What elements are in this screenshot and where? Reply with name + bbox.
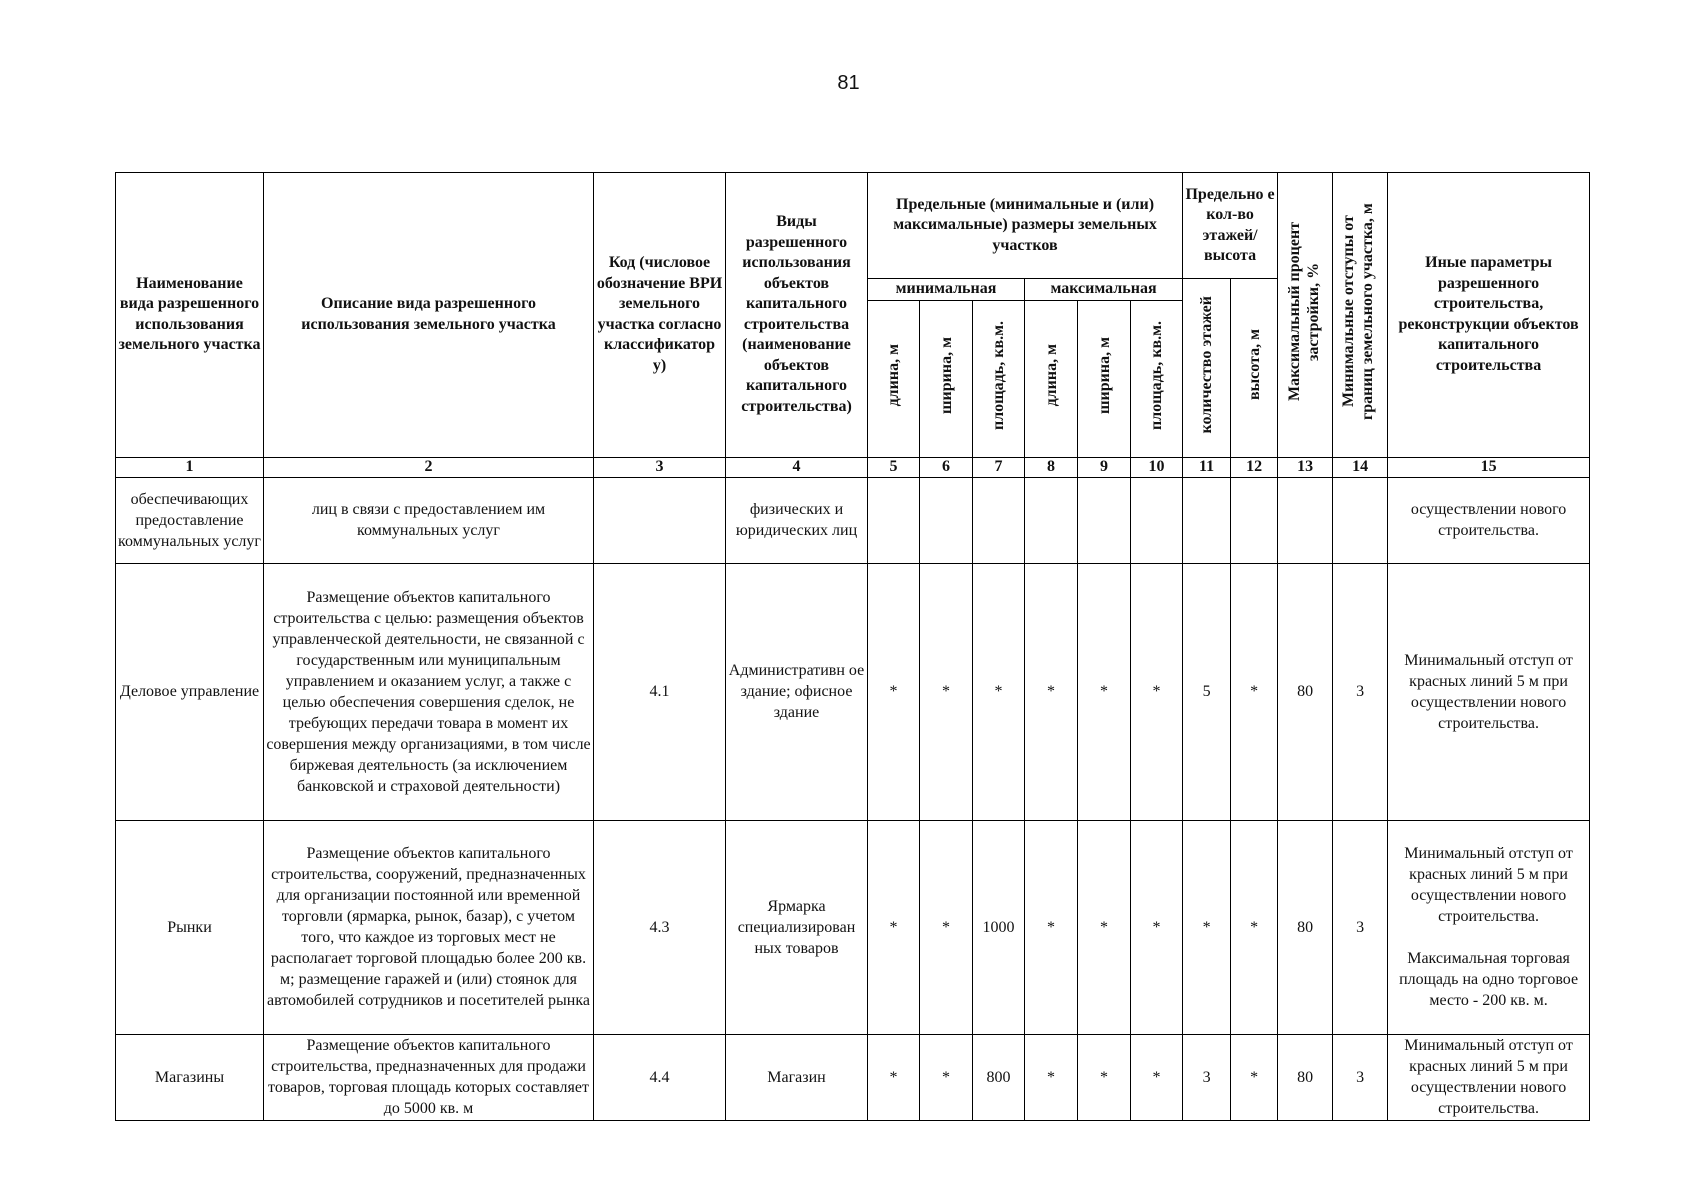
column-number: 11 <box>1183 457 1231 477</box>
row-min-area: 1000 <box>973 820 1025 1034</box>
header-maximal: максимальная <box>1025 279 1183 301</box>
header-max-area: площадь, кв.м. <box>1131 300 1183 457</box>
row-max-area: * <box>1131 1034 1183 1120</box>
column-number: 10 <box>1131 457 1183 477</box>
header-description: Описание вида разрешенного использования земельного участка <box>264 173 594 458</box>
row-min-width: * <box>920 1034 973 1120</box>
table-row <box>116 477 1590 563</box>
header-min-length: длина, м <box>868 300 920 457</box>
row-max-percent: 80 <box>1278 563 1333 820</box>
row-other: осуществлении нового строительства. <box>1388 477 1590 563</box>
column-number-row <box>116 457 1590 477</box>
row-objects: Магазин <box>726 1034 868 1120</box>
row-max-width: * <box>1078 820 1131 1034</box>
header-max-length: длина, м <box>1025 300 1078 457</box>
row-description: Размещение объектов капитального строительства с целью: размещения объектов управленческой деятельности, не связанной с государственным или муниципальным управлением и оказанием услуг, а также с целью обеспечения совершения сделок, не требующих передачи товара в момент их совершения между организациями, в том числе биржевая деятельность (за исключением банковской и страховой деятельности) <box>264 563 594 820</box>
row-code: 4.1 <box>594 563 726 820</box>
row-min-area <box>973 477 1025 563</box>
row-max-percent: 80 <box>1278 820 1333 1034</box>
row-max-length: * <box>1025 820 1078 1034</box>
row-floors: 3 <box>1183 1034 1231 1120</box>
row-name: обеспечивающих предоставление коммунальных услуг <box>116 477 264 563</box>
row-max-percent: 80 <box>1278 1034 1333 1120</box>
row-min-width <box>920 477 973 563</box>
header-floors-height: Предельно е кол-во этажей/ высота <box>1183 173 1278 279</box>
row-min-setback: 3 <box>1333 820 1388 1034</box>
header-other: Иные параметры разрешенного строительства, реконструкции объектов капитального строительства <box>1388 173 1590 458</box>
column-number: 1 <box>116 457 264 477</box>
row-max-length: * <box>1025 1034 1078 1120</box>
row-min-setback: 3 <box>1333 563 1388 820</box>
row-height: * <box>1231 563 1278 820</box>
header-min-area: площадь, кв.м. <box>973 300 1025 457</box>
row-code: 4.3 <box>594 820 726 1034</box>
row-max-width <box>1078 477 1131 563</box>
column-number: 15 <box>1388 457 1590 477</box>
header-max-percent: Максимальный процент застройки, % <box>1278 173 1333 458</box>
table-row <box>116 820 1590 1034</box>
header-plot-sizes: Предельные (минимальные и (или) максимальные) размеры земельных участков <box>868 173 1183 279</box>
row-max-width: * <box>1078 563 1131 820</box>
column-number: 4 <box>726 457 868 477</box>
column-number: 2 <box>264 457 594 477</box>
row-min-setback <box>1333 477 1388 563</box>
row-min-setback: 3 <box>1333 1034 1388 1120</box>
row-min-width: * <box>920 563 973 820</box>
row-max-length: * <box>1025 563 1078 820</box>
column-number: 6 <box>920 457 973 477</box>
header-objects: Виды разрешенного использования объектов капитального строительства (наименование объектов капитального строительства) <box>726 173 868 458</box>
column-number: 9 <box>1078 457 1131 477</box>
row-name: Деловое управление <box>116 563 264 820</box>
header-height: высота, м <box>1231 279 1278 458</box>
row-objects: Административн ое здание; офисное здание <box>726 563 868 820</box>
header-floors: количество этажей <box>1183 279 1231 458</box>
row-max-area <box>1131 477 1183 563</box>
row-height <box>1231 477 1278 563</box>
row-max-area: * <box>1131 563 1183 820</box>
row-min-length: * <box>868 563 920 820</box>
row-floors: 5 <box>1183 563 1231 820</box>
row-description: лиц в связи с предоставлением им коммунальных услуг <box>264 477 594 563</box>
column-number: 8 <box>1025 457 1078 477</box>
column-number: 13 <box>1278 457 1333 477</box>
row-height: * <box>1231 820 1278 1034</box>
column-number: 7 <box>973 457 1025 477</box>
row-max-area: * <box>1131 820 1183 1034</box>
row-code <box>594 477 726 563</box>
header-minimal: минимальная <box>868 279 1025 301</box>
row-other: Минимальный отступ от красных линий 5 м при осуществлении нового строительства. <box>1388 563 1590 820</box>
column-number: 5 <box>868 457 920 477</box>
row-code: 4.4 <box>594 1034 726 1120</box>
row-name: Магазины <box>116 1034 264 1120</box>
table-row <box>116 1034 1590 1120</box>
row-description: Размещение объектов капитального строительства, сооружений, предназначенных для организации постоянной или временной торговли (ярмарка, рынок, базар), с учетом того, что каждое из торговых мест не располагает торговой площадью более 200 кв. м; размещение гаражей и (или) стоянок для автомобилей сотрудников и посетителей рынка <box>264 820 594 1034</box>
row-min-length <box>868 477 920 563</box>
row-name: Рынки <box>116 820 264 1034</box>
header-min-setback: Минимальные отступы от границ земельного участка, м <box>1333 173 1388 458</box>
header-name: Наименование вида разрешенного использования земельного участка <box>116 173 264 458</box>
header-max-width: ширина, м <box>1078 300 1131 457</box>
column-number: 3 <box>594 457 726 477</box>
table-row <box>116 563 1590 820</box>
row-floors: * <box>1183 820 1231 1034</box>
row-objects: Ярмарка специализирован ных товаров <box>726 820 868 1034</box>
row-min-length: * <box>868 820 920 1034</box>
row-min-area: * <box>973 563 1025 820</box>
row-max-length <box>1025 477 1078 563</box>
column-number: 14 <box>1333 457 1388 477</box>
header-min-width: ширина, м <box>920 300 973 457</box>
row-other: Минимальный отступ от красных линий 5 м при осуществлении нового строительства. <box>1388 1034 1590 1120</box>
row-floors <box>1183 477 1231 563</box>
column-number: 12 <box>1231 457 1278 477</box>
header-row-1 <box>116 173 1590 279</box>
row-max-percent <box>1278 477 1333 563</box>
row-other: Минимальный отступ от красных линий 5 м при осуществлении нового строительства. Максимальная торговая площадь на одно торговое место - 200 кв. м. <box>1388 820 1590 1034</box>
row-min-width: * <box>920 820 973 1034</box>
row-objects: физических и юридических лиц <box>726 477 868 563</box>
page-number: 81 <box>837 72 860 94</box>
zoning-parameters-table <box>115 172 1590 1121</box>
row-description: Размещение объектов капитального строительства, предназначенных для продажи товаров, торговая площадь которых составляет до 5000 кв. м <box>264 1034 594 1120</box>
row-min-area: 800 <box>973 1034 1025 1120</box>
row-min-length: * <box>868 1034 920 1120</box>
row-max-width: * <box>1078 1034 1131 1120</box>
row-height: * <box>1231 1034 1278 1120</box>
header-code: Код (числовое обозначение ВРИ земельного участка согласно классификатор у) <box>594 173 726 458</box>
